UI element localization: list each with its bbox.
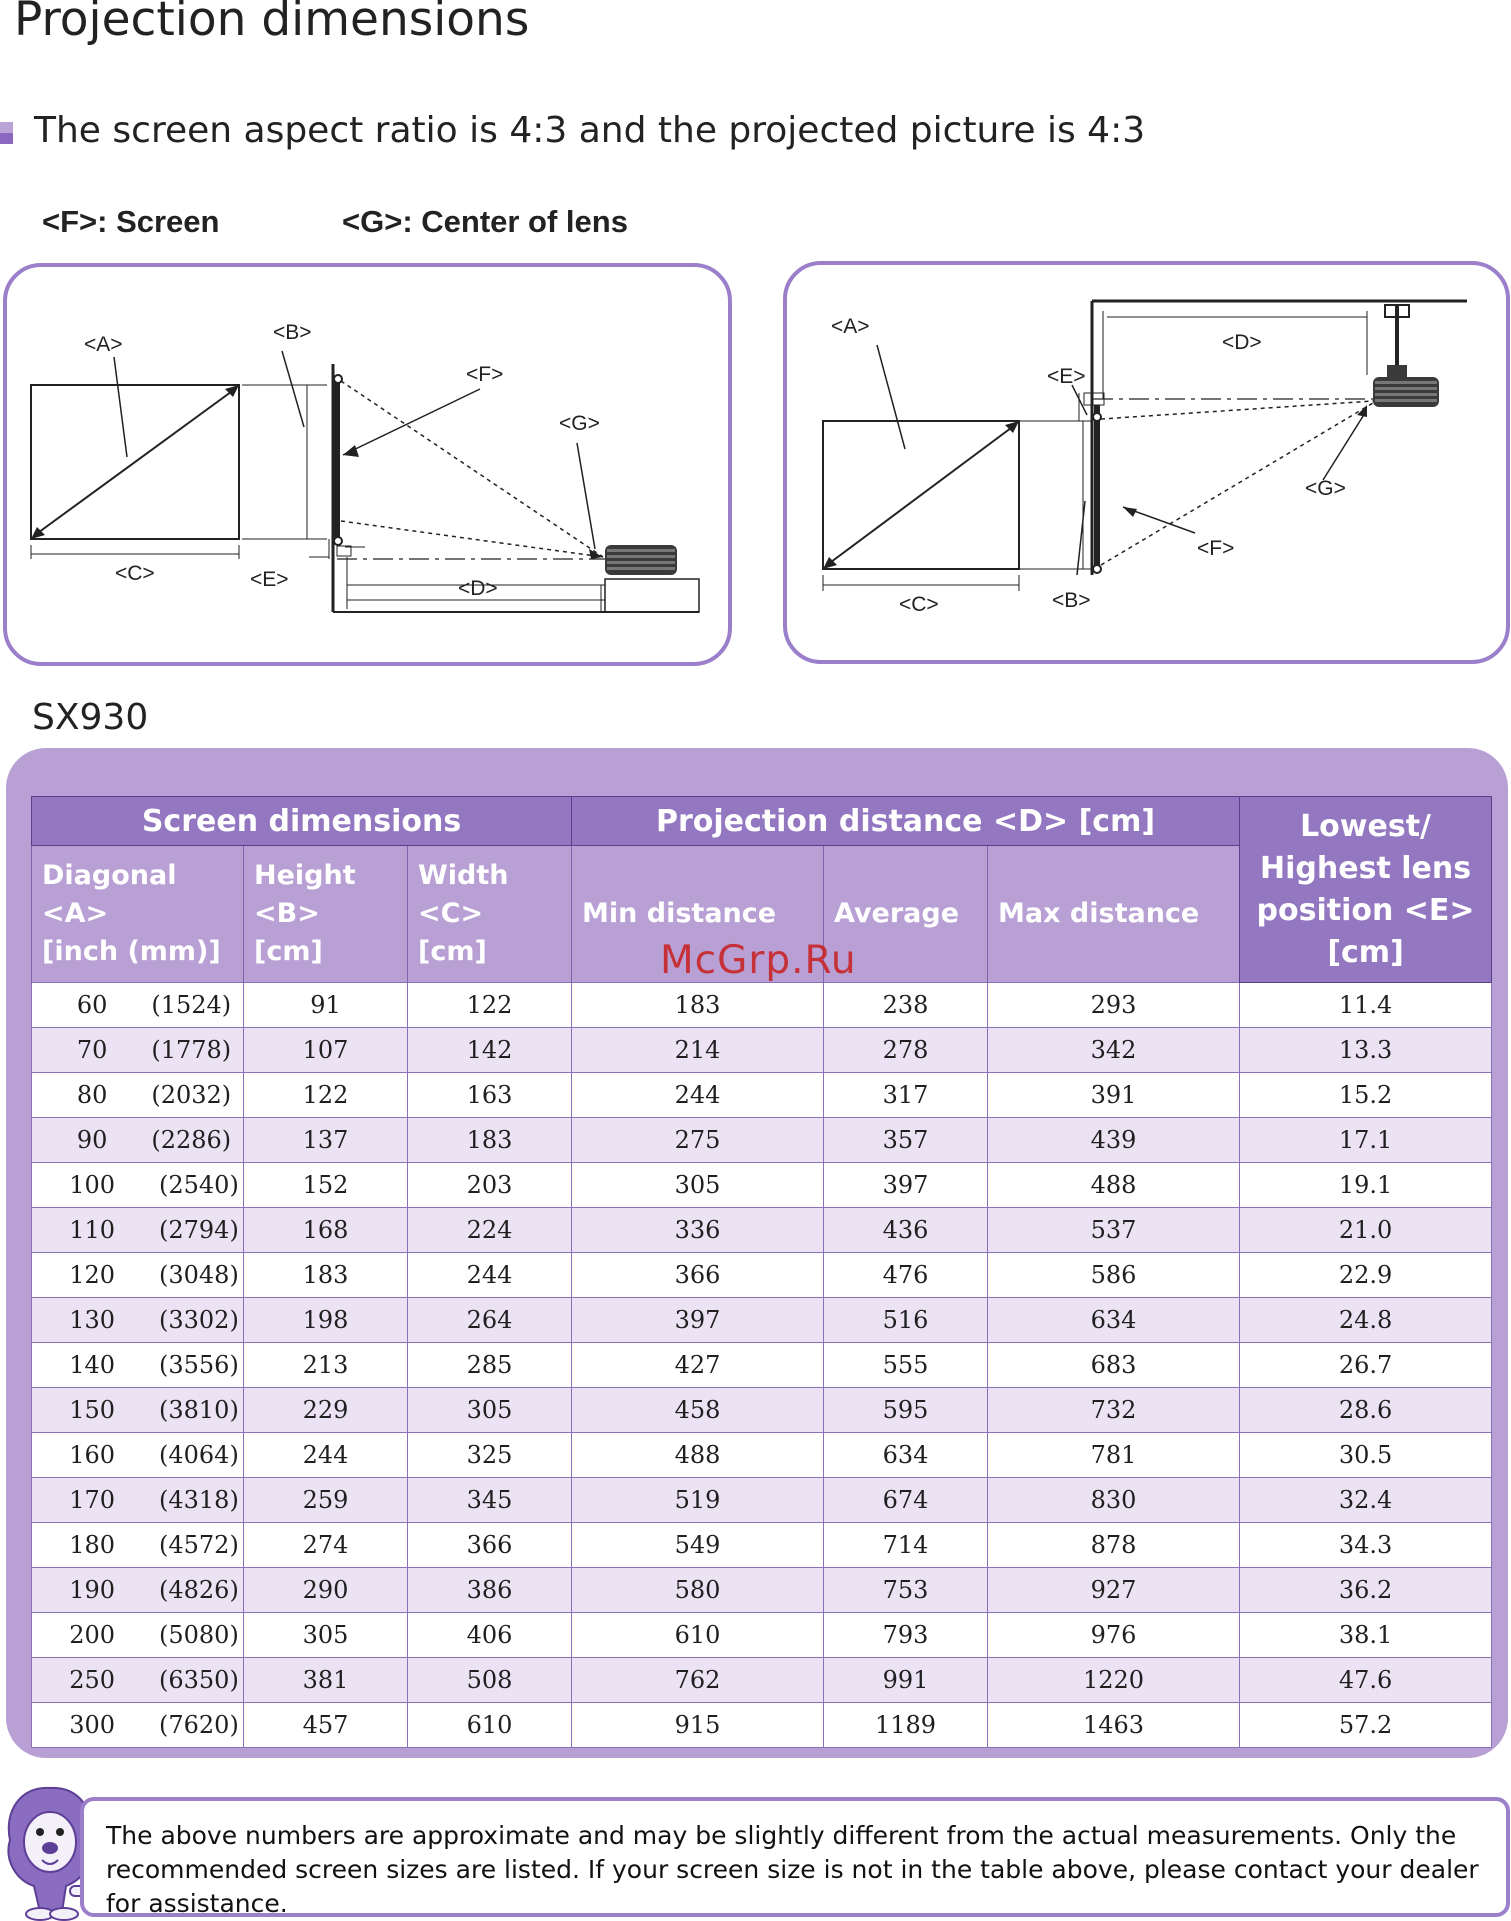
cell-average: 516 <box>824 1298 988 1343</box>
table-row <box>32 1613 1492 1658</box>
cell-lens-position: 22.9 <box>1240 1253 1492 1298</box>
diagram-ceiling-install <box>783 261 1510 664</box>
diagonal-inch: 170 <box>69 1486 115 1514</box>
spec-table-panel <box>6 748 1508 1758</box>
cell-min-distance: 580 <box>572 1568 824 1613</box>
col-head-line: <B> <box>254 898 320 929</box>
cell-diagonal <box>32 1433 244 1478</box>
lens-head-line: Lowest/ <box>1300 808 1432 844</box>
cell-average: 991 <box>824 1658 988 1703</box>
cell-min-distance: 275 <box>572 1118 824 1163</box>
label-f: <F> <box>1197 537 1235 560</box>
cell-width: 610 <box>408 1703 572 1748</box>
cell-height: 183 <box>244 1253 408 1298</box>
floor-install-drawing <box>7 267 728 662</box>
header-screen-dimensions: Screen dimensions <box>32 797 572 846</box>
cell-lens-position: 24.8 <box>1240 1298 1492 1343</box>
note-box <box>80 1797 1510 1917</box>
col-width <box>408 846 572 983</box>
table-row <box>32 1163 1492 1208</box>
label-d: <D> <box>458 577 498 600</box>
diagonal-mm: (6350) <box>159 1666 239 1694</box>
cell-min-distance: 610 <box>572 1613 824 1658</box>
cell-max-distance: 634 <box>988 1298 1240 1343</box>
cell-height: 107 <box>244 1028 408 1073</box>
table-body <box>32 983 1492 1748</box>
diagonal-inch: 60 <box>76 991 108 1019</box>
cell-min-distance: 915 <box>572 1703 824 1748</box>
bullet-marker-icon <box>0 122 13 144</box>
table-row <box>32 1298 1492 1343</box>
cell-height: 137 <box>244 1118 408 1163</box>
diagram-floor-install <box>3 263 732 666</box>
cell-max-distance: 342 <box>988 1028 1240 1073</box>
cell-average: 793 <box>824 1613 988 1658</box>
cell-min-distance: 244 <box>572 1073 824 1118</box>
col-head-line: <C> <box>418 898 484 929</box>
label-a: <A> <box>84 333 123 356</box>
label-e: <E> <box>1047 365 1086 388</box>
diagonal-mm: (5080) <box>159 1621 239 1649</box>
cell-min-distance: 336 <box>572 1208 824 1253</box>
cell-max-distance: 830 <box>988 1478 1240 1523</box>
cell-min-distance: 458 <box>572 1388 824 1433</box>
cell-max-distance: 488 <box>988 1163 1240 1208</box>
table-row <box>32 1388 1492 1433</box>
cell-max-distance: 976 <box>988 1613 1240 1658</box>
note-text: The above numbers are approximate and may be slightly different from the actual measurements. Only the recommended screen sizes are listed. If your screen size is not in the table above, please contact your dealer for assistance. <box>106 1821 1479 1918</box>
cell-width: 203 <box>408 1163 572 1208</box>
cell-diagonal <box>32 1298 244 1343</box>
col-head-line: [inch (mm)] <box>42 936 221 967</box>
cell-average: 1189 <box>824 1703 988 1748</box>
cell-average: 674 <box>824 1478 988 1523</box>
legend-lens-center: <G>: Center of lens <box>342 204 628 239</box>
col-diagonal <box>32 846 244 983</box>
cell-max-distance: 732 <box>988 1388 1240 1433</box>
cell-max-distance: 878 <box>988 1523 1240 1568</box>
diagonal-inch: 120 <box>69 1261 115 1289</box>
cell-min-distance: 549 <box>572 1523 824 1568</box>
diagonal-mm: (1778) <box>151 1036 232 1064</box>
cell-diagonal <box>32 1568 244 1613</box>
diagonal-inch: 80 <box>76 1081 108 1109</box>
table-row <box>32 1073 1492 1118</box>
lens-head-line: position <E> <box>1256 892 1475 928</box>
cell-diagonal <box>32 1253 244 1298</box>
cell-lens-position: 47.6 <box>1240 1658 1492 1703</box>
cell-diagonal <box>32 1478 244 1523</box>
cell-height: 244 <box>244 1433 408 1478</box>
cell-average: 595 <box>824 1388 988 1433</box>
col-max-distance: Max distance <box>988 846 1240 983</box>
col-head-line: [cm] <box>418 936 487 967</box>
cell-diagonal <box>32 1523 244 1568</box>
cell-min-distance: 366 <box>572 1253 824 1298</box>
page-title: Projection dimensions <box>14 0 530 47</box>
diagonal-inch: 90 <box>76 1126 108 1154</box>
cell-diagonal <box>32 1163 244 1208</box>
cell-lens-position: 15.2 <box>1240 1073 1492 1118</box>
diagonal-mm: (4318) <box>159 1486 239 1514</box>
diagonal-mm: (2794) <box>159 1216 239 1244</box>
table-row <box>32 983 1492 1028</box>
cell-diagonal <box>32 1073 244 1118</box>
cell-height: 152 <box>244 1163 408 1208</box>
cell-height: 229 <box>244 1388 408 1433</box>
cell-height: 168 <box>244 1208 408 1253</box>
cell-diagonal <box>32 1658 244 1703</box>
diagonal-inch: 250 <box>69 1666 115 1694</box>
cell-min-distance: 214 <box>572 1028 824 1073</box>
col-head-line: Height <box>254 860 356 891</box>
cell-width: 508 <box>408 1658 572 1703</box>
lens-head-line: Highest lens <box>1260 850 1472 886</box>
cell-width: 264 <box>408 1298 572 1343</box>
legend-screen: <F>: Screen <box>42 204 220 239</box>
cell-width: 345 <box>408 1478 572 1523</box>
diagonal-inch: 130 <box>69 1306 115 1334</box>
cell-average: 397 <box>824 1163 988 1208</box>
diagonal-mm: (4572) <box>159 1531 239 1559</box>
cell-diagonal <box>32 1703 244 1748</box>
diagonal-inch: 100 <box>69 1171 115 1199</box>
cell-average: 476 <box>824 1253 988 1298</box>
diagonal-inch: 150 <box>69 1396 115 1424</box>
diagonal-inch: 190 <box>69 1576 115 1604</box>
cell-width: 244 <box>408 1253 572 1298</box>
cell-min-distance: 427 <box>572 1343 824 1388</box>
cell-lens-position: 34.3 <box>1240 1523 1492 1568</box>
cell-height: 259 <box>244 1478 408 1523</box>
cell-width: 224 <box>408 1208 572 1253</box>
cell-min-distance: 305 <box>572 1163 824 1208</box>
cell-average: 436 <box>824 1208 988 1253</box>
cell-lens-position: 30.5 <box>1240 1433 1492 1478</box>
cell-height: 91 <box>244 983 408 1028</box>
cell-average: 357 <box>824 1118 988 1163</box>
cell-average: 753 <box>824 1568 988 1613</box>
cell-diagonal <box>32 1118 244 1163</box>
diagonal-mm: (2540) <box>159 1171 239 1199</box>
cell-lens-position: 36.2 <box>1240 1568 1492 1613</box>
diagonal-inch: 70 <box>76 1036 108 1064</box>
diagonal-mm: (2032) <box>151 1081 232 1109</box>
label-a: <A> <box>831 315 870 338</box>
cell-min-distance: 488 <box>572 1433 824 1478</box>
cell-height: 381 <box>244 1658 408 1703</box>
diagonal-mm: (4064) <box>159 1441 239 1469</box>
table-row <box>32 1208 1492 1253</box>
cell-min-distance: 183 <box>572 983 824 1028</box>
table-row <box>32 1343 1492 1388</box>
cell-max-distance: 391 <box>988 1073 1240 1118</box>
label-c: <C> <box>899 593 939 616</box>
cell-max-distance: 1220 <box>988 1658 1240 1703</box>
diagonal-inch: 160 <box>69 1441 115 1469</box>
cell-height: 198 <box>244 1298 408 1343</box>
table-row <box>32 1028 1492 1073</box>
header-lens-position <box>1240 797 1492 983</box>
diagonal-mm: (3048) <box>159 1261 239 1289</box>
label-g: <G> <box>1305 477 1346 500</box>
label-g: <G> <box>559 412 600 435</box>
cell-lens-position: 26.7 <box>1240 1343 1492 1388</box>
diagonal-mm: (4826) <box>159 1576 239 1604</box>
cell-max-distance: 586 <box>988 1253 1240 1298</box>
col-average: Average <box>824 846 988 983</box>
cell-width: 406 <box>408 1613 572 1658</box>
cell-width: 305 <box>408 1388 572 1433</box>
cell-average: 714 <box>824 1523 988 1568</box>
cell-min-distance: 397 <box>572 1298 824 1343</box>
cell-average: 278 <box>824 1028 988 1073</box>
table-row <box>32 1568 1492 1613</box>
cell-lens-position: 11.4 <box>1240 983 1492 1028</box>
cell-max-distance: 439 <box>988 1118 1240 1163</box>
table-row <box>32 1658 1492 1703</box>
cell-lens-position: 13.3 <box>1240 1028 1492 1073</box>
cell-width: 142 <box>408 1028 572 1073</box>
cell-width: 122 <box>408 983 572 1028</box>
col-head-line: [cm] <box>254 936 323 967</box>
cell-lens-position: 21.0 <box>1240 1208 1492 1253</box>
cell-lens-position: 32.4 <box>1240 1478 1492 1523</box>
cell-width: 285 <box>408 1343 572 1388</box>
cell-max-distance: 1463 <box>988 1703 1240 1748</box>
diagonal-mm: (3302) <box>159 1306 239 1334</box>
cell-max-distance: 781 <box>988 1433 1240 1478</box>
cell-height: 290 <box>244 1568 408 1613</box>
cell-average: 238 <box>824 983 988 1028</box>
diagonal-mm: (7620) <box>159 1711 239 1739</box>
diagonal-mm: (1524) <box>151 991 232 1019</box>
watermark: McGrp.Ru <box>660 938 857 983</box>
cell-lens-position: 17.1 <box>1240 1118 1492 1163</box>
col-head-line: <A> <box>42 898 109 929</box>
label-c: <C> <box>115 562 155 585</box>
label-e: <E> <box>250 568 289 591</box>
label-f: <F> <box>466 363 504 386</box>
table-row <box>32 1523 1492 1568</box>
cell-lens-position: 57.2 <box>1240 1703 1492 1748</box>
cell-lens-position: 38.1 <box>1240 1613 1492 1658</box>
cell-min-distance: 762 <box>572 1658 824 1703</box>
section-subtitle: The screen aspect ratio is 4:3 and the projected picture is 4:3 <box>34 110 1146 151</box>
cell-width: 163 <box>408 1073 572 1118</box>
cell-max-distance: 927 <box>988 1568 1240 1613</box>
label-d: <D> <box>1222 331 1262 354</box>
label-b: <B> <box>273 321 312 344</box>
table-row <box>32 1118 1492 1163</box>
cell-lens-position: 28.6 <box>1240 1388 1492 1433</box>
cell-lens-position: 19.1 <box>1240 1163 1492 1208</box>
cell-diagonal <box>32 1613 244 1658</box>
cell-max-distance: 683 <box>988 1343 1240 1388</box>
table-row <box>32 1253 1492 1298</box>
cell-height: 457 <box>244 1703 408 1748</box>
cell-width: 183 <box>408 1118 572 1163</box>
cell-average: 634 <box>824 1433 988 1478</box>
cell-max-distance: 537 <box>988 1208 1240 1253</box>
cell-max-distance: 293 <box>988 983 1240 1028</box>
cell-min-distance: 519 <box>572 1478 824 1523</box>
table-row <box>32 1478 1492 1523</box>
col-head-line: Diagonal <box>42 860 177 891</box>
diagonal-inch: 300 <box>69 1711 115 1739</box>
cell-width: 386 <box>408 1568 572 1613</box>
diagonal-inch: 140 <box>69 1351 115 1379</box>
table-row <box>32 1433 1492 1478</box>
diagonal-inch: 200 <box>69 1621 115 1649</box>
cell-height: 274 <box>244 1523 408 1568</box>
diagonal-mm: (2286) <box>151 1126 232 1154</box>
col-height <box>244 846 408 983</box>
ceiling-install-drawing <box>787 265 1506 660</box>
cell-diagonal <box>32 1208 244 1253</box>
cell-height: 213 <box>244 1343 408 1388</box>
cell-height: 122 <box>244 1073 408 1118</box>
label-b: <B> <box>1052 589 1091 612</box>
diagonal-mm: (3556) <box>159 1351 239 1379</box>
cell-diagonal <box>32 983 244 1028</box>
diagonal-inch: 110 <box>69 1216 115 1244</box>
diagonal-mm: (3810) <box>159 1396 239 1424</box>
cell-average: 317 <box>824 1073 988 1118</box>
lens-head-line: [cm] <box>1327 934 1404 970</box>
cell-diagonal <box>32 1343 244 1388</box>
diagonal-inch: 180 <box>69 1531 115 1559</box>
col-min-distance: Min distance <box>572 846 824 983</box>
cell-diagonal <box>32 1388 244 1433</box>
cell-width: 366 <box>408 1523 572 1568</box>
cell-average: 555 <box>824 1343 988 1388</box>
model-name: SX930 <box>32 697 149 738</box>
cell-width: 325 <box>408 1433 572 1478</box>
cell-height: 305 <box>244 1613 408 1658</box>
header-projection-distance: Projection distance <D> [cm] <box>572 797 1240 846</box>
col-head-line: Width <box>418 860 509 891</box>
table-row <box>32 1703 1492 1748</box>
cell-diagonal <box>32 1028 244 1073</box>
